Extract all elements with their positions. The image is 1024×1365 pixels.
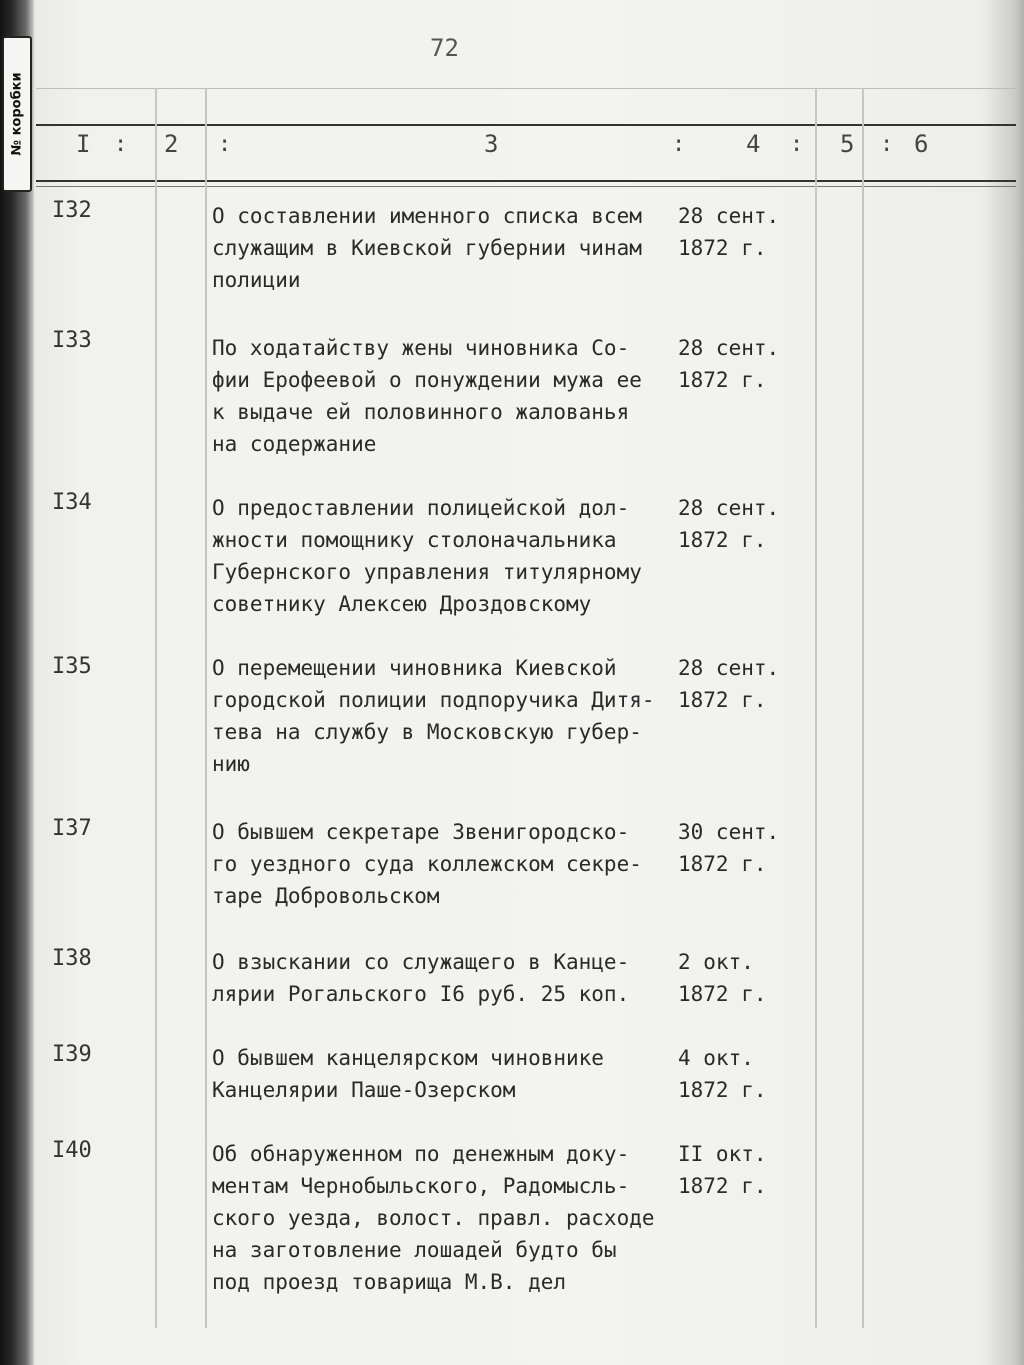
entry-description: О бывшем канцелярском чиновнике Канцелярии Паше-Озерском bbox=[212, 1046, 604, 1102]
entry-description: О предоставлении полицейской дол- жности помощнику столоначальника Губернского управления титулярному советнику Алексею Дроздовскому bbox=[212, 496, 642, 616]
entry-date: 4 окт. 1872 г. bbox=[678, 1046, 767, 1102]
entry-description: По ходатайству жены чиновника Со- фии Ерофеевой о понуждении мужа ее к выдаче ей половинного жалованья на содержание bbox=[212, 336, 642, 456]
entry-description: Об обнаруженном по денежным доку- ментам Чернобыльского, Радомысль- ского уезда, волост. правл. расходе на заготовление лошадей будто бы под проезд товарища М.В. дел bbox=[212, 1142, 655, 1294]
page-number: 72 bbox=[430, 34, 459, 62]
header-sep: : bbox=[218, 132, 232, 157]
entry-number: I38 bbox=[52, 946, 92, 971]
entry-date: 2 окт. 1872 г. bbox=[678, 950, 767, 1006]
entry-date: 28 сент. 1872 г. bbox=[678, 336, 780, 392]
header-sep: : bbox=[790, 132, 804, 157]
header-sep: : bbox=[672, 132, 686, 157]
entry-date: II окт. 1872 г. bbox=[678, 1142, 767, 1198]
header-col-6: 6 bbox=[914, 130, 929, 158]
entry-number: I35 bbox=[52, 654, 92, 679]
entry-number: I40 bbox=[52, 1138, 92, 1163]
header-col-4: 4 bbox=[746, 130, 761, 158]
entry-description: О составлении именного списка всем служащим в Киевской губернии чинам полиции bbox=[212, 204, 642, 292]
box-tab-label: № коробки bbox=[9, 72, 25, 156]
header-sep: : bbox=[114, 132, 128, 157]
header-col-3: 3 bbox=[484, 130, 499, 158]
entry-number: I33 bbox=[52, 328, 92, 353]
entry-number: I32 bbox=[52, 198, 92, 223]
header-col-5: 5 bbox=[840, 130, 855, 158]
entry-description: О бывшем секретаре Звенигородско- го уездного суда коллежском секре- таре Добровольском bbox=[212, 820, 642, 908]
entry-date: 30 сент. 1872 г. bbox=[678, 820, 780, 876]
entry-number: I37 bbox=[52, 816, 92, 841]
entry-description: О взыскании со служащего в Канце- лярии Рогальского I6 руб. 25 коп. bbox=[212, 950, 630, 1006]
entry-number: I39 bbox=[52, 1042, 92, 1067]
header-col-2: 2 bbox=[164, 130, 179, 158]
entry-date: 28 сент. 1872 г. bbox=[678, 656, 780, 712]
header-col-1: I bbox=[76, 130, 91, 158]
entry-date: 28 сент. 1872 г. bbox=[678, 496, 780, 552]
header-sep: : bbox=[880, 132, 894, 157]
entry-number: I34 bbox=[52, 490, 92, 515]
entry-description: О перемещении чиновника Киевской городской полиции подпоручика Дитя- тева на службу в Московскую губер- нию bbox=[212, 656, 655, 776]
entry-date: 28 сент. 1872 г. bbox=[678, 204, 780, 260]
